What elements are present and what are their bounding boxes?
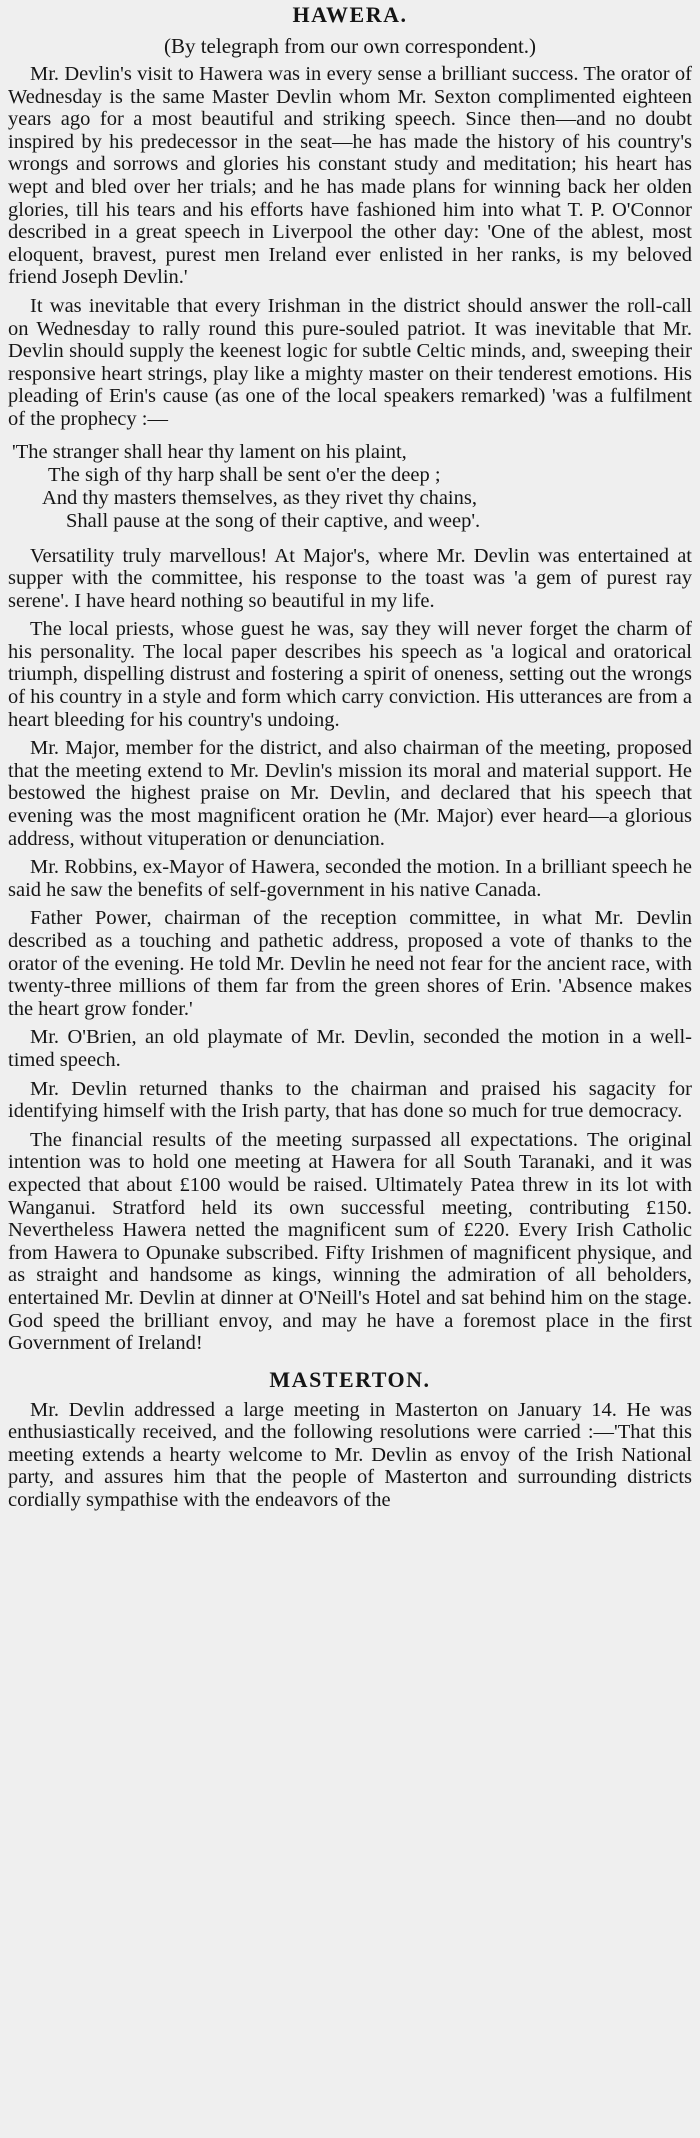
article-paragraph: Mr. Devlin addressed a large meeting in Masterton on January 14. He was enthusiastically received, and the following resolutions were carried :—'That this meeting extends a hearty welcome to Mr. Devlin as envoy of the Irish National party, and assures him that the people of Masterton and surrounding districts cordially sympathise with the endeavors of the (8, 1398, 692, 1512)
section-heading-hawera: HAWERA. (292, 2, 408, 27)
article-paragraph: The financial results of the meeting surpassed all expectations. The original intention was to hold one meeting at Hawera for all South Taranaki, and it was expected that about £100 would be raised. Ultimately Patea threw in its lot with Wanganui. Stratford held its own successful meeting, contributing £150. Nevertheless Hawera netted the magnificent sum of £220. Every Irish Catholic from Hawera to Opunake subscribed. Fifty Irishmen of magnificent physique, and as straight and handsome as kings, winning the admiration of all beholders, entertained Mr. Devlin at dinner at O'Neill's Hotel and sat behind him on the stage. God speed the brilliant envoy, and may he have a foremost place in the first Government of Ireland! (8, 1128, 692, 1355)
article-paragraph: Versatility truly marvellous! At Major's, where Mr. Devlin was entertained at supper with the committee, his response to the toast was 'a gem of purest ray serene'. I have heard nothing so beautiful in my life. (8, 544, 692, 612)
article-paragraph: Father Power, chairman of the reception committee, in what Mr. Devlin described as a touching and pathetic address, proposed a vote of thanks to the orator of the evening. He told Mr. Devlin he need not fear for the ancient race, with twenty-three millions of them far from the green shores of Erin. 'Absence makes the heart grow fonder.' (8, 907, 692, 1020)
article-paragraph: Mr. Devlin returned thanks to the chairman and praised his sagacity for identifying himself with the Irish party, that has done so much for true democracy. (8, 1077, 692, 1123)
verse-line: Shall pause at the song of their captive, and weep'. (66, 509, 481, 532)
article-paragraph: The local priests, whose guest he was, say they will never forget the charm of his personality. The local paper describes his speech as 'a logical and oratorical triumph, dispelling distrust and fostering a spirit of oneness, setting out the wrongs of his country in a style and form which carry conviction. His utterances are from a heart bleeding for his country's undoing. (8, 618, 692, 731)
article-paragraph: Mr. Devlin's visit to Hawera was in every sense a brilliant success. The orator of Wednesday is the same Master Devlin whom Mr. Sexton complimented eighteen years ago for a most beautiful and striking speech. Since then—and no doubt inspired by his predecessor in the seat—he has made the history of his country's wrongs and sorrows and glories his constant study and meditation; his heart has wept and bled over her trials; and he has made plans for winning back her olden glories, till his tears and his efforts have fashioned him into what T. P. O'Connor described in a great speech in Liverpool the other day: 'One of the ablest, most eloquent, bravest, purest men Ireland ever enlisted in her ranks, is my beloved friend Joseph Devlin.' (8, 63, 692, 289)
verse-quote (8, 441, 692, 533)
verse-line: 'The stranger shall hear thy lament on his plaint, (12, 440, 407, 463)
byline: (By telegraph from our own correspondent.) (163, 34, 537, 58)
article-paragraph: Mr. Major, member for the district, and also chairman of the meeting, proposed that the meeting extend to Mr. Devlin's mission its moral and material support. He bestowed the highest praise on Mr. Devlin, and declared that his speech that evening was the most magnificent oration he (Mr. Major) ever heard—a glorious address, without vituperation or denunciation. (8, 737, 692, 850)
article-paragraph: It was inevitable that every Irishman in the district should answer the roll-call on Wednesday to rally round this pure-souled patriot. It was inevitable that Mr. Devlin should supply the keenest logic for subtle Celtic minds, and, sweeping their responsive heart strings, play like a mighty master on their tenderest emotions. His pleading of Erin's cause (as one of the local speakers remarked) 'was a fulfilment of the prophecy :— (8, 294, 692, 430)
section-heading-masterton: MASTERTON. (269, 1366, 431, 1392)
article-paragraph: Mr. O'Brien, an old playmate of Mr. Devlin, seconded the motion in a well-timed speech. (8, 1026, 692, 1071)
article-paragraph: Mr. Robbins, ex-Mayor of Hawera, seconded the motion. In a brilliant speech he said he saw the benefits of self-government in his native Canada. (8, 856, 692, 901)
verse-line: The sigh of thy harp shall be sent o'er the deep ; (48, 463, 441, 486)
verse-line: And thy masters themselves, as they rivet thy chains, (42, 486, 477, 509)
